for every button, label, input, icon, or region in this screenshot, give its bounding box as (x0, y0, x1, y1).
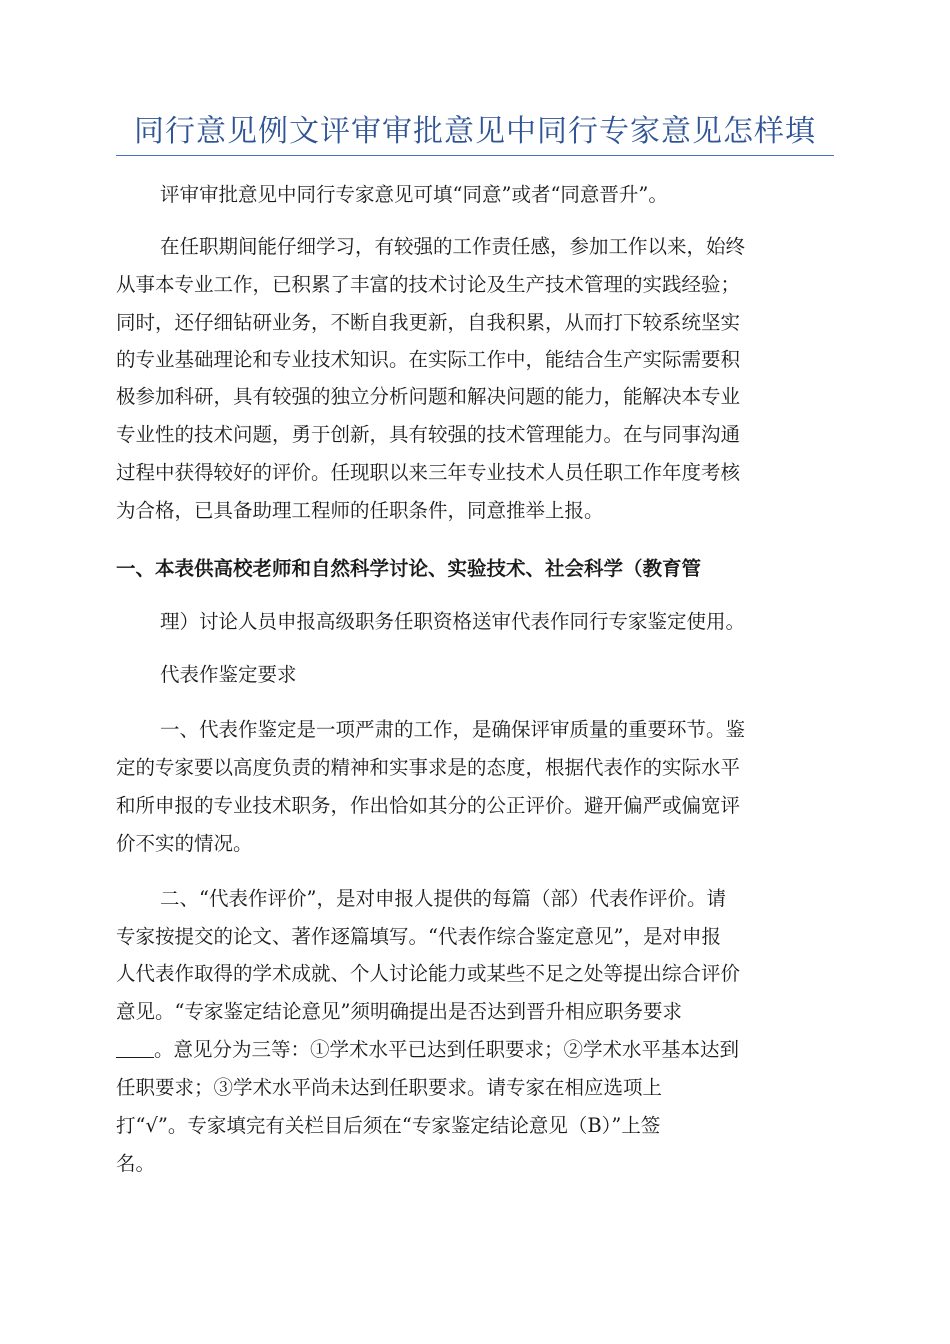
paragraph-line: 在任职期间能仔细学习，有较强的工作责任感，参加工作以来，始终 (160, 235, 746, 258)
fill-in-blank (116, 1035, 154, 1058)
paragraph-line: 意见。“专家鉴定结论意见”须明确提出是否达到晋升相应职务要求 (116, 1000, 682, 1023)
paragraph-line: 同时，还仔细钻研业务，不断自我更新，自我积累，从而打下较系统坚实 (116, 311, 741, 334)
paragraph-line: 极参加科研，具有较强的独立分析问题和解决问题的能力，能解决本专业 (116, 385, 741, 408)
paragraph-line: 和所申报的专业技术职务，作出恰如其分的公正评价。避开偏严或偏宽评 (116, 794, 741, 817)
title-underline (116, 155, 834, 156)
paragraph-line: 一、代表作鉴定是一项严肃的工作，是确保评审质量的重要环节。鉴 (160, 718, 746, 741)
paragraph-line: 过程中获得较好的评价。任现职以来三年专业技术人员任职工作年度考核 (116, 461, 741, 484)
intro-paragraph: 评审审批意见中同行专家意见可填“同意”或者“同意晋升”。 (160, 183, 668, 206)
paragraph-line: 专家按提交的论文、著作逐篇填写。“代表作综合鉴定意见”，是对申报 (116, 925, 721, 948)
paragraph-line: 为合格，已具备助理工程师的任职条件，同意推举上报。 (116, 499, 604, 522)
paragraph-line: 二、“代表作评价”，是对申报人提供的每篇（部）代表作评价。请 (160, 887, 726, 910)
paragraph-line: 打“√”。专家填完有关栏目后须在“专家鉴定结论意见（B）”上签 (116, 1114, 661, 1137)
section-heading-continuation: 理）讨论人员申报高级职务任职资格送审代表作同行专家鉴定使用。 (160, 610, 746, 633)
paragraph-line: 定的专家要以高度负责的精神和实事求是的态度，根据代表作的实际水平 (116, 756, 741, 779)
paragraph-line-text: 。意见分为三等：①学术水平已达到任职要求；②学术水平基本达到 (154, 1038, 740, 1061)
paragraph-line: 从事本专业工作，已积累了丰富的技术讨论及生产技术管理的实践经验； (116, 273, 741, 296)
paragraph-line (116, 1031, 739, 1069)
paragraph-line: 价不实的情况。 (116, 832, 253, 855)
paragraph-line: 人代表作取得的学术成就、个人讨论能力或某些不足之处等提出综合评价 (116, 962, 741, 985)
paragraph-line: 专业性的技术问题，勇于创新，具有较强的技术管理能力。在与同事沟通 (116, 423, 741, 446)
requirements-heading: 代表作鉴定要求 (160, 663, 297, 686)
paragraph-line: 名。 (116, 1152, 156, 1175)
section-heading: 一、本表供高校老师和自然科学讨论、实验技术、社会科学（教育管 (116, 557, 702, 580)
paragraph-line: 的专业基础理论和专业技术知识。在实际工作中，能结合生产实际需要积 (116, 348, 741, 371)
paragraph-line: 任职要求；③学术水平尚未达到任职要求。请专家在相应选项上 (116, 1076, 663, 1099)
document-title: 同行意见例文评审审批意见中同行专家意见怎样填 (134, 114, 816, 149)
